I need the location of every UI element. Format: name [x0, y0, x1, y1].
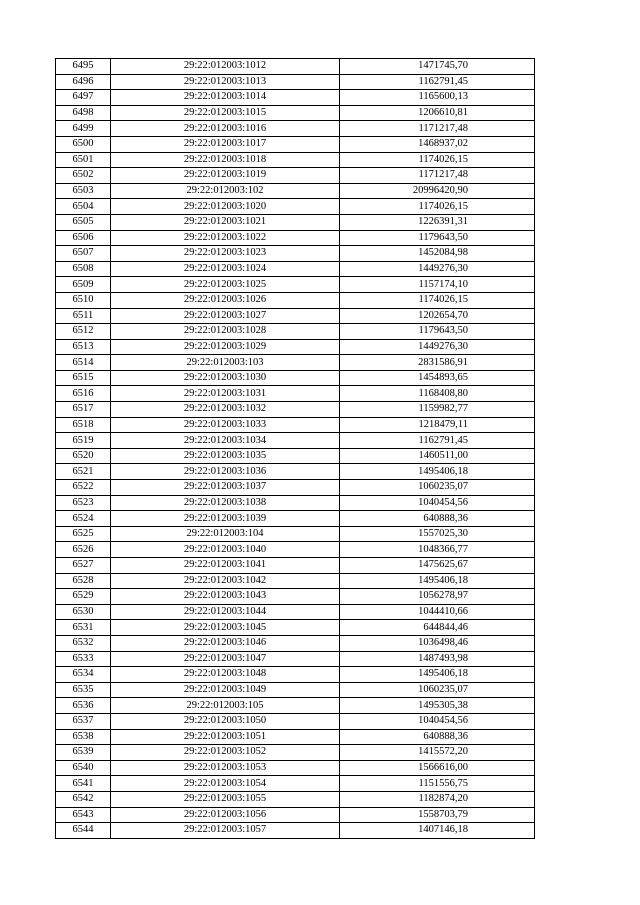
row-number-cell: 6519	[56, 433, 111, 449]
cadastral-value-cell: 1475625,67	[340, 558, 535, 574]
cadastral-number-cell: 29:22:012003:1013	[111, 74, 340, 90]
cadastral-value-cell: 640888,36	[340, 511, 535, 527]
row-number-cell: 6500	[56, 136, 111, 152]
cadastral-number-cell: 29:22:012003:1052	[111, 745, 340, 761]
table-row	[56, 667, 535, 683]
cadastral-value-cell: 1171217,48	[340, 121, 535, 137]
cadastral-value-cell: 1044410,66	[340, 604, 535, 620]
table-row	[56, 448, 535, 464]
table-row	[56, 651, 535, 667]
row-number-cell: 6539	[56, 745, 111, 761]
cadastral-value-cell: 1040454,56	[340, 495, 535, 511]
cadastral-number-cell: 29:22:012003:1046	[111, 635, 340, 651]
cadastral-value-cell: 1452084,98	[340, 246, 535, 262]
cadastral-value-cell: 1157174,10	[340, 277, 535, 293]
row-number-cell: 6503	[56, 183, 111, 199]
row-number-cell: 6516	[56, 386, 111, 402]
cadastral-value-cell: 1056278,97	[340, 589, 535, 605]
cadastral-number-cell: 29:22:012003:102	[111, 183, 340, 199]
cadastral-number-cell: 29:22:012003:1028	[111, 324, 340, 340]
cadastral-value-cell: 1151556,75	[340, 776, 535, 792]
cadastral-number-cell: 29:22:012003:105	[111, 698, 340, 714]
row-number-cell: 6517	[56, 402, 111, 418]
cadastral-value-cell: 1036498,46	[340, 635, 535, 651]
cadastral-number-cell: 29:22:012003:1055	[111, 791, 340, 807]
table-row	[56, 261, 535, 277]
row-number-cell: 6497	[56, 90, 111, 106]
table-row	[56, 402, 535, 418]
cadastral-number-cell: 29:22:012003:1034	[111, 433, 340, 449]
row-number-cell: 6538	[56, 729, 111, 745]
cadastral-number-cell: 29:22:012003:1044	[111, 604, 340, 620]
cadastral-value-cell: 1060235,07	[340, 682, 535, 698]
table-row	[56, 495, 535, 511]
row-number-cell: 6528	[56, 573, 111, 589]
table-row	[56, 308, 535, 324]
cadastral-value-cell: 1174026,15	[340, 152, 535, 168]
cadastral-value-cell: 1495305,38	[340, 698, 535, 714]
row-number-cell: 6542	[56, 791, 111, 807]
cadastral-value-cell: 2831586,91	[340, 355, 535, 371]
cadastral-value-cell: 1566616,00	[340, 760, 535, 776]
row-number-cell: 6525	[56, 526, 111, 542]
row-number-cell: 6512	[56, 324, 111, 340]
row-number-cell: 6529	[56, 589, 111, 605]
table-row	[56, 417, 535, 433]
row-number-cell: 6543	[56, 807, 111, 823]
row-number-cell: 6540	[56, 760, 111, 776]
row-number-cell: 6506	[56, 230, 111, 246]
table-row	[56, 370, 535, 386]
table-row	[56, 324, 535, 340]
table-row	[56, 246, 535, 262]
table-row	[56, 823, 535, 839]
cadastral-number-cell: 29:22:012003:1041	[111, 558, 340, 574]
row-number-cell: 6533	[56, 651, 111, 667]
cadastral-number-cell: 29:22:012003:1049	[111, 682, 340, 698]
cadastral-number-cell: 29:22:012003:1033	[111, 417, 340, 433]
row-number-cell: 6515	[56, 370, 111, 386]
cadastral-number-cell: 29:22:012003:1022	[111, 230, 340, 246]
table-row	[56, 339, 535, 355]
cadastral-number-cell: 29:22:012003:1048	[111, 667, 340, 683]
table-row	[56, 74, 535, 90]
cadastral-value-cell: 1449276,30	[340, 261, 535, 277]
table-row	[56, 59, 535, 75]
table-row	[56, 168, 535, 184]
cadastral-number-cell: 29:22:012003:103	[111, 355, 340, 371]
cadastral-number-cell: 29:22:012003:1016	[111, 121, 340, 137]
row-number-cell: 6511	[56, 308, 111, 324]
cadastral-number-cell: 29:22:012003:1026	[111, 292, 340, 308]
row-number-cell: 6537	[56, 713, 111, 729]
row-number-cell: 6513	[56, 339, 111, 355]
row-number-cell: 6501	[56, 152, 111, 168]
cadastral-number-cell: 29:22:012003:1050	[111, 713, 340, 729]
cadastral-number-cell: 29:22:012003:1030	[111, 370, 340, 386]
table-row	[56, 152, 535, 168]
cadastral-number-cell: 29:22:012003:1040	[111, 542, 340, 558]
cadastral-number-cell: 29:22:012003:1047	[111, 651, 340, 667]
cadastral-number-cell: 29:22:012003:1031	[111, 386, 340, 402]
cadastral-number-cell: 29:22:012003:1025	[111, 277, 340, 293]
cadastral-value-cell: 1454893,65	[340, 370, 535, 386]
row-number-cell: 6536	[56, 698, 111, 714]
row-number-cell: 6521	[56, 464, 111, 480]
cadastral-value-cell: 1558703,79	[340, 807, 535, 823]
cadastral-value-cell: 1226391,31	[340, 214, 535, 230]
table-row	[56, 136, 535, 152]
row-number-cell: 6530	[56, 604, 111, 620]
cadastral-number-cell: 29:22:012003:1042	[111, 573, 340, 589]
row-number-cell: 6504	[56, 199, 111, 215]
row-number-cell: 6535	[56, 682, 111, 698]
cadastral-value-cell: 1557025,30	[340, 526, 535, 542]
cadastral-value-cell: 1182874,20	[340, 791, 535, 807]
cadastral-value-cell: 1495406,18	[340, 573, 535, 589]
row-number-cell: 6526	[56, 542, 111, 558]
cadastral-value-cell: 1168408,80	[340, 386, 535, 402]
cadastral-value-cell: 1449276,30	[340, 339, 535, 355]
cadastral-number-cell: 29:22:012003:1015	[111, 105, 340, 121]
table-row	[56, 90, 535, 106]
table-row	[56, 292, 535, 308]
cadastral-number-cell: 29:22:012003:1019	[111, 168, 340, 184]
cadastral-number-cell: 29:22:012003:1021	[111, 214, 340, 230]
row-number-cell: 6508	[56, 261, 111, 277]
table-row	[56, 791, 535, 807]
cadastral-number-cell: 29:22:012003:1043	[111, 589, 340, 605]
row-number-cell: 6524	[56, 511, 111, 527]
cadastral-value-cell: 1165600,13	[340, 90, 535, 106]
cadastral-number-cell: 29:22:012003:1029	[111, 339, 340, 355]
cadastral-value-cell: 1048366,77	[340, 542, 535, 558]
cadastral-number-cell: 29:22:012003:1023	[111, 246, 340, 262]
cadastral-value-cell: 1468937,02	[340, 136, 535, 152]
row-number-cell: 6520	[56, 448, 111, 464]
cadastral-value-cell: 1495406,18	[340, 667, 535, 683]
row-number-cell: 6532	[56, 635, 111, 651]
row-number-cell: 6498	[56, 105, 111, 121]
table-row	[56, 620, 535, 636]
table-row	[56, 682, 535, 698]
row-number-cell: 6502	[56, 168, 111, 184]
row-number-cell: 6527	[56, 558, 111, 574]
table-row	[56, 199, 535, 215]
table-row	[56, 760, 535, 776]
cadastral-number-cell: 29:22:012003:104	[111, 526, 340, 542]
cadastral-number-cell: 29:22:012003:1020	[111, 199, 340, 215]
row-number-cell: 6523	[56, 495, 111, 511]
table-row	[56, 511, 535, 527]
table-body	[56, 59, 535, 839]
table-row	[56, 558, 535, 574]
cadastral-number-cell: 29:22:012003:1053	[111, 760, 340, 776]
table-row	[56, 464, 535, 480]
cadastral-value-cell: 1159982,77	[340, 402, 535, 418]
cadastral-value-cell: 1487493,98	[340, 651, 535, 667]
cadastral-number-cell: 29:22:012003:1018	[111, 152, 340, 168]
cadastral-value-cell: 1162791,45	[340, 74, 535, 90]
cadastral-value-table	[55, 58, 535, 839]
cadastral-value-cell: 1407146,18	[340, 823, 535, 839]
cadastral-number-cell: 29:22:012003:1036	[111, 464, 340, 480]
cadastral-number-cell: 29:22:012003:1037	[111, 480, 340, 496]
table-row	[56, 214, 535, 230]
cadastral-value-cell: 1471745,70	[340, 59, 535, 75]
cadastral-value-cell: 1179643,50	[340, 230, 535, 246]
cadastral-value-cell: 1179643,50	[340, 324, 535, 340]
cadastral-value-cell: 644844,46	[340, 620, 535, 636]
table-row	[56, 355, 535, 371]
cadastral-number-cell: 29:22:012003:1017	[111, 136, 340, 152]
cadastral-number-cell: 29:22:012003:1032	[111, 402, 340, 418]
table-row	[56, 526, 535, 542]
row-number-cell: 6509	[56, 277, 111, 293]
row-number-cell: 6507	[56, 246, 111, 262]
row-number-cell: 6518	[56, 417, 111, 433]
cadastral-value-cell: 1171217,48	[340, 168, 535, 184]
table-row	[56, 604, 535, 620]
table-row	[56, 183, 535, 199]
row-number-cell: 6514	[56, 355, 111, 371]
table-row	[56, 277, 535, 293]
table-row	[56, 589, 535, 605]
cadastral-number-cell: 29:22:012003:1038	[111, 495, 340, 511]
table-row	[56, 745, 535, 761]
table-row	[56, 729, 535, 745]
cadastral-value-cell: 1495406,18	[340, 464, 535, 480]
row-number-cell: 6544	[56, 823, 111, 839]
cadastral-number-cell: 29:22:012003:1054	[111, 776, 340, 792]
cadastral-value-cell: 1202654,70	[340, 308, 535, 324]
row-number-cell: 6499	[56, 121, 111, 137]
table-row	[56, 480, 535, 496]
cadastral-value-cell: 1162791,45	[340, 433, 535, 449]
cadastral-value-cell: 1174026,15	[340, 199, 535, 215]
cadastral-value-cell: 1460511,00	[340, 448, 535, 464]
table-row	[56, 807, 535, 823]
cadastral-value-cell: 1415572,20	[340, 745, 535, 761]
cadastral-number-cell: 29:22:012003:1039	[111, 511, 340, 527]
cadastral-number-cell: 29:22:012003:1024	[111, 261, 340, 277]
table-row	[56, 713, 535, 729]
cadastral-value-cell: 1040454,56	[340, 713, 535, 729]
row-number-cell: 6531	[56, 620, 111, 636]
row-number-cell: 6541	[56, 776, 111, 792]
table-row	[56, 542, 535, 558]
cadastral-value-cell: 20996420,90	[340, 183, 535, 199]
cadastral-number-cell: 29:22:012003:1051	[111, 729, 340, 745]
cadastral-value-cell: 1174026,15	[340, 292, 535, 308]
cadastral-number-cell: 29:22:012003:1027	[111, 308, 340, 324]
table-row	[56, 105, 535, 121]
table-row	[56, 433, 535, 449]
cadastral-number-cell: 29:22:012003:1056	[111, 807, 340, 823]
row-number-cell: 6534	[56, 667, 111, 683]
cadastral-number-cell: 29:22:012003:1014	[111, 90, 340, 106]
cadastral-value-cell: 1206610,81	[340, 105, 535, 121]
cadastral-number-cell: 29:22:012003:1045	[111, 620, 340, 636]
table-row	[56, 386, 535, 402]
row-number-cell: 6495	[56, 59, 111, 75]
table-row	[56, 698, 535, 714]
cadastral-number-cell: 29:22:012003:1035	[111, 448, 340, 464]
cadastral-value-cell: 1218479,11	[340, 417, 535, 433]
table-row	[56, 573, 535, 589]
row-number-cell: 6522	[56, 480, 111, 496]
table-row	[56, 635, 535, 651]
table-row	[56, 230, 535, 246]
table-row	[56, 121, 535, 137]
row-number-cell: 6496	[56, 74, 111, 90]
row-number-cell: 6510	[56, 292, 111, 308]
cadastral-value-cell: 1060235,07	[340, 480, 535, 496]
cadastral-number-cell: 29:22:012003:1012	[111, 59, 340, 75]
cadastral-number-cell: 29:22:012003:1057	[111, 823, 340, 839]
row-number-cell: 6505	[56, 214, 111, 230]
cadastral-value-cell: 640888,36	[340, 729, 535, 745]
table-row	[56, 776, 535, 792]
